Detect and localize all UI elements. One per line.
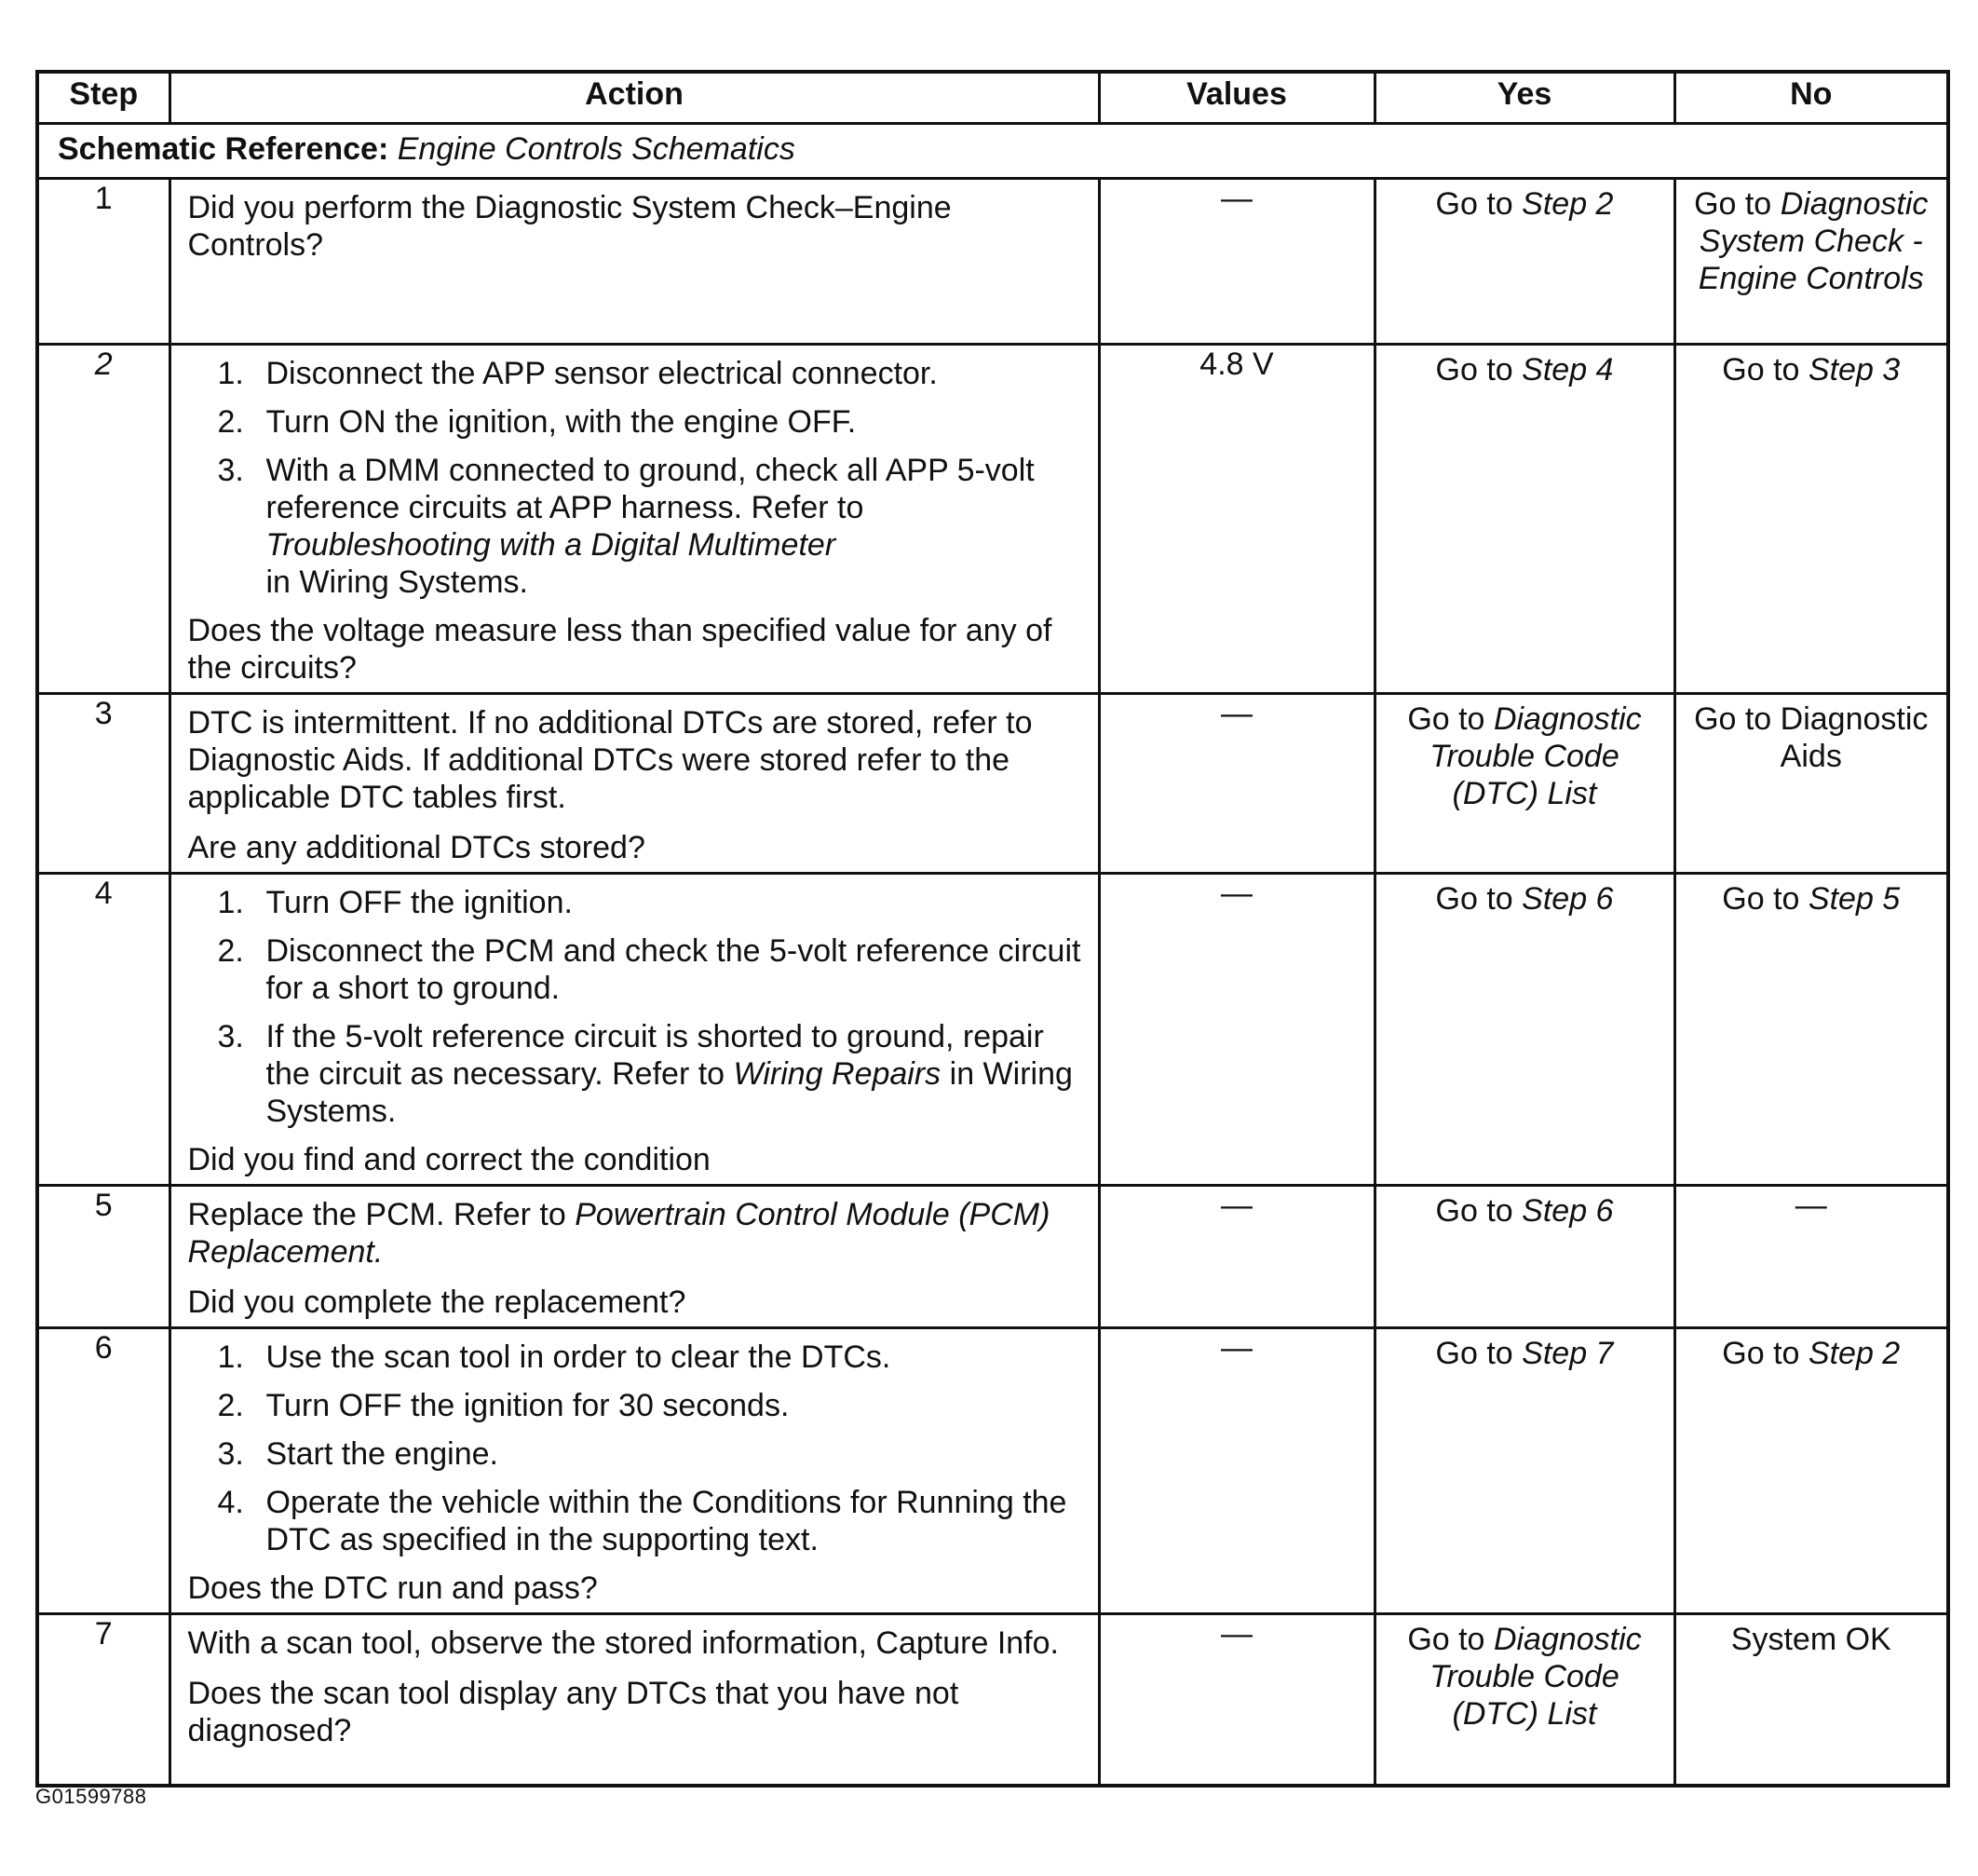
yes-link[interactable]: Step 2 <box>1522 186 1614 222</box>
action-question: Does the scan tool display any DTCs that you have not diagnosed? <box>187 1676 959 1748</box>
action-link[interactable]: Troubleshooting with a Digital Multimeter <box>265 527 836 563</box>
yes-link[interactable]: Diagnostic Trouble Code (DTC) List <box>1429 1622 1642 1732</box>
yes-link[interactable]: Step 6 <box>1522 881 1614 917</box>
action-text: DTC is intermittent. If no additional DTCs are stored, refer to Diagnostic Aids. If additional DTCs were stored refer to the applicable DTC tables first. <box>187 705 1033 815</box>
action-step: 2. Turn OFF the ignition for 30 seconds. <box>217 1388 790 1423</box>
no-link[interactable]: Step 5 <box>1808 881 1901 917</box>
header-yes: Yes <box>1375 72 1674 124</box>
yes-cell: Go to Step 6 <box>1375 1186 1674 1328</box>
no-cell: Go to Step 2 <box>1674 1328 1948 1614</box>
action-question: Are any additional DTCs stored? <box>187 830 645 865</box>
step-number: 4 <box>37 874 169 1186</box>
table-row <box>37 179 1948 345</box>
no-cell <box>1674 694 1948 874</box>
step-number: 6 <box>37 1328 169 1614</box>
table-row <box>37 874 1948 1186</box>
action-question: Does the DTC run and pass? <box>187 1570 598 1606</box>
action-step: 2. Disconnect the PCM and check the 5-volt reference circuit for a short to ground. <box>217 933 1081 1006</box>
value-cell: — <box>1099 1328 1375 1614</box>
diagnostic-table-sheet <box>35 70 1946 1788</box>
action-step: 2. Turn ON the ignition, with the engine OFF. <box>217 404 857 440</box>
action-steps <box>188 1339 1085 1558</box>
action-cell <box>169 1186 1099 1328</box>
table-row <box>37 1186 1948 1328</box>
action-step: 1. Disconnect the APP sensor electrical connector. <box>217 356 938 391</box>
value-cell: — <box>1099 1186 1375 1328</box>
action-cell <box>169 179 1099 345</box>
action-link[interactable]: Powertrain Control Module (PCM) Replacement. <box>187 1197 1050 1270</box>
yes-cell: Go to Diagnostic Trouble Code (DTC) List <box>1375 1614 1674 1786</box>
value-cell: — <box>1099 874 1375 1186</box>
diagnostic-table <box>35 70 1950 1788</box>
yes-prefix: Go to <box>1435 186 1513 222</box>
yes-cell: Go to Step 6 <box>1375 874 1674 1186</box>
yes-link[interactable]: Step 6 <box>1522 1193 1614 1229</box>
action-steps <box>188 355 1085 601</box>
no-prefix: Go to <box>1694 186 1772 222</box>
no-cell: — <box>1674 1186 1948 1328</box>
action-link[interactable]: Wiring Repairs <box>733 1056 942 1092</box>
step-number: 3 <box>37 694 169 874</box>
action-step: 4. Operate the vehicle within the Conditions for Running the DTC as specified in the supporting text. <box>217 1485 1067 1557</box>
action-text: With a scan tool, observe the stored information, Capture Info. <box>187 1625 1059 1661</box>
table-row <box>37 1328 1948 1614</box>
schematic-reference-row <box>37 124 1948 179</box>
value-cell: — <box>1099 694 1375 874</box>
action-step: 3. If the 5-volt reference circuit is shorted to ground, repair the circuit as necessary. Refer to Wiring Repairs in Wiring Systems. <box>217 1019 1073 1129</box>
header-values: Values <box>1099 72 1375 124</box>
header-no: No <box>1674 72 1948 124</box>
action-step: 1. Use the scan tool in order to clear the DTCs. <box>217 1339 891 1375</box>
action-cell <box>169 874 1099 1186</box>
no-cell: Go to Step 5 <box>1674 874 1948 1186</box>
action-question: Does the voltage measure less than specified value for any of the circuits? <box>187 613 1052 686</box>
action-step: 1. Turn OFF the ignition. <box>217 885 573 920</box>
no-link[interactable]: Diagnostic System Check - Engine Controls <box>1698 186 1929 296</box>
action-step: 3. With a DMM connected to ground, check all APP 5-volt reference circuits at APP harness. Refer to Troubleshooting with a Digital Multimeter in Wiring Systems. <box>217 453 1035 600</box>
no-result: System OK <box>1730 1622 1891 1657</box>
header-row <box>37 72 1948 124</box>
step-number: 5 <box>37 1186 169 1328</box>
table-row <box>37 1614 1948 1786</box>
yes-cell: Go to Step 7 <box>1375 1328 1674 1614</box>
step-number: 7 <box>37 1614 169 1786</box>
action-cell <box>169 345 1099 694</box>
step-number: 1 <box>37 179 169 345</box>
no-cell: Go to Step 3 <box>1674 345 1948 694</box>
table-row <box>37 694 1948 874</box>
value-cell: 4.8 V <box>1099 345 1375 694</box>
no-link[interactable]: Step 3 <box>1808 352 1901 387</box>
action-text: Did you perform the Diagnostic System Check–Engine Controls? <box>187 190 952 263</box>
yes-link[interactable]: Step 4 <box>1522 352 1614 387</box>
yes-link[interactable]: Diagnostic Trouble Code (DTC) List <box>1429 701 1642 811</box>
no-cell <box>1674 1614 1948 1786</box>
yes-cell: Go to Diagnostic Trouble Code (DTC) List <box>1375 694 1674 874</box>
value-cell: — <box>1099 1614 1375 1786</box>
action-cell <box>169 694 1099 874</box>
value-cell: — <box>1099 179 1375 345</box>
action-question: Did you complete the replacement? <box>187 1285 686 1320</box>
header-action: Action <box>169 72 1099 124</box>
action-text: Replace the PCM. Refer to Powertrain Control Module (PCM) Replacement. <box>187 1197 1050 1270</box>
action-step: 3. Start the engine. <box>217 1436 499 1472</box>
figure-code: G01599788 <box>35 1785 147 1808</box>
schematic-reference <box>37 124 1948 179</box>
step-number: 2 <box>37 345 169 694</box>
no-link[interactable]: Go to Diagnostic Aids <box>1694 701 1929 774</box>
yes-cell <box>1375 179 1674 345</box>
schematic-label: Schematic Reference: <box>58 131 389 167</box>
header-step: Step <box>37 72 169 124</box>
action-cell <box>169 1328 1099 1614</box>
table-row <box>37 345 1948 694</box>
yes-cell: Go to Step 4 <box>1375 345 1674 694</box>
yes-link[interactable]: Step 7 <box>1522 1336 1614 1371</box>
schematic-link[interactable]: Engine Controls Schematics <box>397 131 795 167</box>
action-question: Did you find and correct the condition <box>187 1142 711 1177</box>
no-link[interactable]: Step 2 <box>1808 1336 1901 1371</box>
action-steps <box>188 884 1085 1130</box>
action-cell <box>169 1614 1099 1786</box>
no-cell <box>1674 179 1948 345</box>
